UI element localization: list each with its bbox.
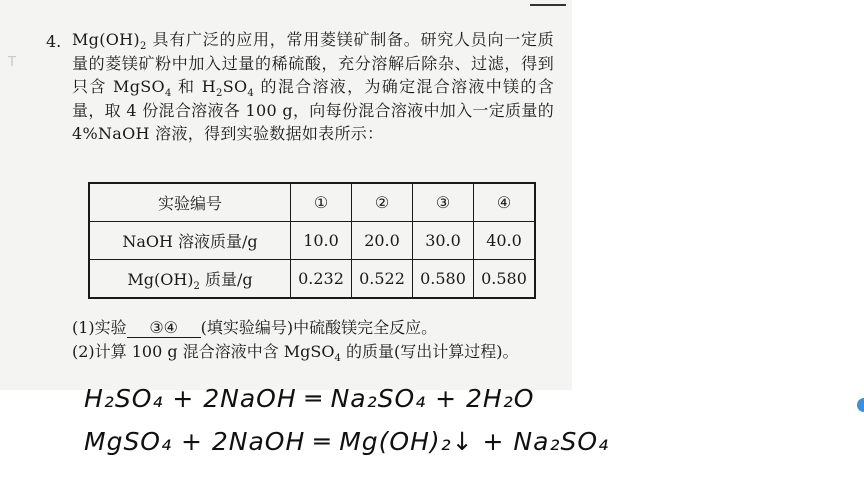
table-row [89,222,535,260]
question-number: 4. [46,32,62,51]
sub-question-1: (1)实验 ③④ (填实验编号)中硫酸镁完全反应。 [72,318,438,337]
handwritten-equation-1: H₂SO₄ + 2NaOH ═ Na₂SO₄ + 2H₂O [84,384,535,413]
naoh-mass-cell: 20.0 [352,222,413,260]
experiment-id-cell: ① [291,183,352,222]
precipitate-mass-cell: 0.232 [291,260,352,299]
experiment-id-cell: ② [352,183,413,222]
precipitate-mass-label-cell: $Mg(OH)_2$ 质量/g [89,260,291,299]
naoh-mass-cell: 40.0 [474,222,536,260]
experiment-data-table [88,182,536,299]
table-row [89,260,535,299]
margin-bleed-mark: T [8,55,16,70]
header-label-cell: 实验编号 [89,183,291,222]
naoh-mass-cell: 30.0 [413,222,474,260]
question-stem: $Mg(OH)_2$ 具有广泛的应用，常用菱镁矿制备。研究人员向一定质量的菱镁矿粉中加入过量的稀硫酸，充分溶解后除杂、过滤，得到只含 MgSO$_4$ 和 $H_2SO_4$ 的混合溶液，为确定混合溶液中镁的含量，取 4 份混合溶液各 100 g，向每份混合溶液中加入一定质量的 4%NaOH 溶液，得到实验数据如表所示： [72,30,554,143]
sub-question-2: (2)计算 100 g 混合溶液中含 MgSO$_4$ 的质量(写出计算过程)。 [72,342,519,365]
precipitate-mass-cell: 0.522 [352,260,413,299]
experiment-id-cell: ④ [474,183,536,222]
handwritten-equation-2: MgSO₄ + 2NaOH ═ Mg(OH)₂↓ + Na₂SO₄ [84,427,610,456]
experiment-id-cell: ③ [413,183,474,222]
naoh-mass-label-cell: NaOH 溶液质量/g [89,222,291,260]
precipitate-mass-cell: 0.580 [474,260,536,299]
page-edge-line [530,4,566,6]
naoh-mass-cell: 10.0 [291,222,352,260]
scroll-indicator-dot[interactable] [857,398,864,412]
precipitate-mass-cell: 0.580 [413,260,474,299]
table-row [89,183,535,222]
answer-blank: ③④ [127,318,201,338]
